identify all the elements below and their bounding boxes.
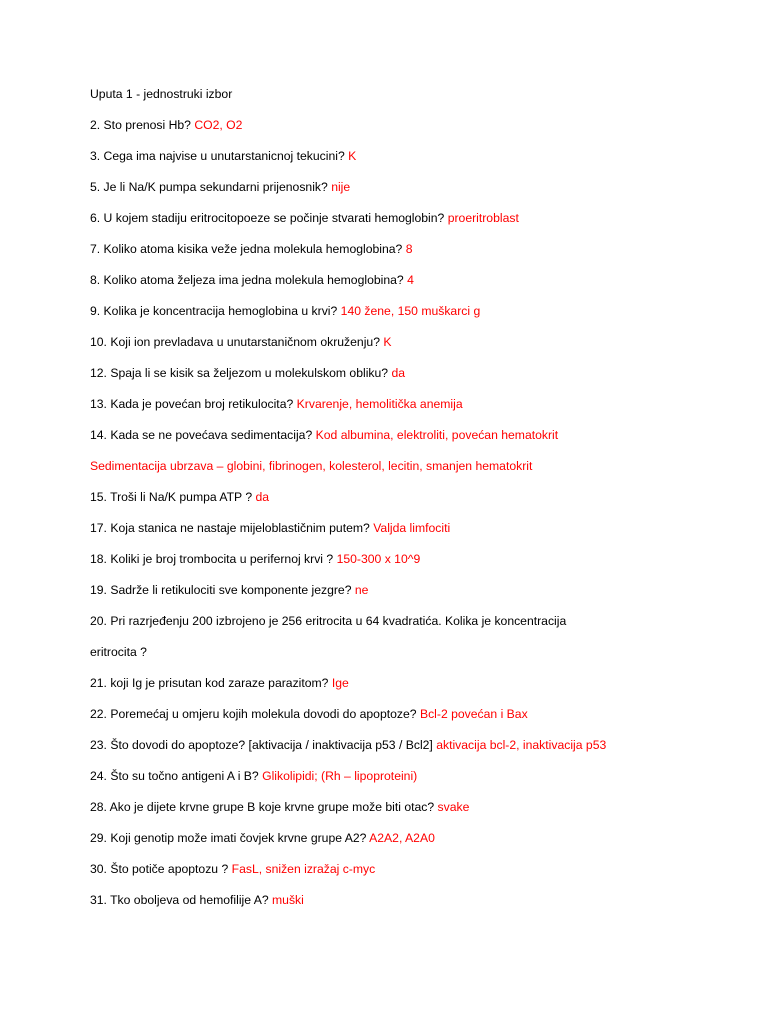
answer-text: FasL, snižen izražaj c-myc <box>231 862 376 876</box>
question-list <box>90 115 740 921</box>
question-line <box>90 642 740 673</box>
answer-text: Sedimentacija ubrzava – globini, fibrinogen, kolesterol, lecitin, smanjen hematokrit <box>90 459 533 473</box>
question-line <box>90 735 740 766</box>
question-line <box>90 704 740 735</box>
question-line <box>90 456 740 487</box>
question-text: eritrocita ? <box>90 645 147 659</box>
question-line <box>90 177 740 208</box>
answer-text: da <box>255 490 270 504</box>
answer-text: CO2, O2 <box>194 118 243 132</box>
question-text: 5. Je li Na/K pumpa sekundarni prijenosnik? <box>90 180 328 194</box>
answer-text: Krvarenje, hemolitička anemija <box>296 397 463 411</box>
answer-text: A2A2, A2A0 <box>369 831 435 845</box>
question-text: 28. Ako je dijete krvne grupe B koje krvne grupe može biti otac? <box>90 800 435 814</box>
question-text: 7. Koliko atoma kisika veže jedna molekula hemoglobina? <box>90 242 403 256</box>
question-line <box>90 549 740 580</box>
question-text: 2. Sto prenosi Hb? <box>90 118 191 132</box>
question-line <box>90 797 740 828</box>
question-text: 10. Koji ion prevladava u unutarstaničnom okruženju? <box>90 335 380 349</box>
question-line <box>90 270 740 301</box>
answer-text: K <box>348 149 357 163</box>
question-line <box>90 673 740 704</box>
answer-text: da <box>391 366 405 380</box>
question-text: 8. Koliko atoma željeza ima jedna molekula hemoglobina? <box>90 273 404 287</box>
question-text: 17. Koja stanica ne nastaje mijeloblastičnim putem? <box>90 521 370 535</box>
answer-text: proeritroblast <box>447 211 519 225</box>
question-line <box>90 332 740 363</box>
question-text: 12. Spaja li se kisik sa željezom u molekulskom obliku? <box>90 366 389 380</box>
answer-text: Kod albumina, elektroliti, povećan hematokrit <box>315 428 559 442</box>
question-text: 18. Koliki je broj trombocita u perifernoj krvi ? <box>90 552 334 566</box>
answer-text: K <box>383 335 392 349</box>
question-text: 30. Što potiče apoptozu ? <box>90 862 229 876</box>
answer-text: 8 <box>405 242 413 256</box>
question-line <box>90 828 740 859</box>
question-line <box>90 301 740 332</box>
document-page <box>90 84 740 921</box>
answer-text: muški <box>272 893 304 907</box>
question-line <box>90 890 740 921</box>
question-text: 14. Kada se ne povećava sedimentacija? <box>90 428 313 442</box>
answer-text: 150-300 x 10^9 <box>336 552 421 566</box>
answer-text: Glikolipidi; (Rh – lipoproteini) <box>262 769 418 783</box>
question-text: 20. Pri razrjeđenju 200 izbrojeno je 256 eritrocita u 64 kvadratića. Kolika je koncentracija <box>90 614 567 628</box>
answer-text: aktivacija bcl-2, inaktivacija p53 <box>436 738 607 752</box>
question-line <box>90 115 740 146</box>
document-heading: Uputa 1 - jednostruki izbor <box>90 87 233 101</box>
answer-text: ne <box>354 583 369 597</box>
question-text: 6. U kojem stadiju eritrocitopoeze se počinje stvarati hemoglobin? <box>90 211 445 225</box>
answer-text: svake <box>437 800 470 814</box>
question-line <box>90 487 740 518</box>
question-line <box>90 208 740 239</box>
question-text: 23. Što dovodi do apoptoze? [aktivacija / inaktivacija p53 / Bcl2] <box>90 738 433 752</box>
question-text: 19. Sadrže li retikulociti sve komponente jezgre? <box>90 583 352 597</box>
question-text: 31. Tko oboljeva od hemofilije A? <box>90 893 269 907</box>
question-text: 29. Koji genotip može imati čovjek krvne grupe A2? <box>90 831 367 845</box>
question-line <box>90 146 740 177</box>
question-line <box>90 425 740 456</box>
question-line <box>90 611 740 642</box>
answer-text: nije <box>331 180 351 194</box>
question-text: 22. Poremećaj u omjeru kojih molekula dovodi do apoptoze? <box>90 707 417 721</box>
answer-text: Ige <box>331 676 349 690</box>
answer-text: 140 žene, 150 muškarci g <box>340 304 481 318</box>
answer-text: 4 <box>407 273 414 287</box>
question-line <box>90 859 740 890</box>
question-line <box>90 363 740 394</box>
question-text: 3. Cega ima najvise u unutarstanicnoj tekucini? <box>90 149 345 163</box>
question-text: 15. Troši li Na/K pumpa ATP ? <box>90 490 253 504</box>
answer-text: Bcl-2 povećan i Bax <box>419 707 528 721</box>
question-line <box>90 239 740 270</box>
question-text: 21. koji Ig je prisutan kod zaraze parazitom? <box>90 676 329 690</box>
question-text: 13. Kada je povećan broj retikulocita? <box>90 397 294 411</box>
question-text: 24. Što su točno antigeni A i B? <box>90 769 259 783</box>
question-line <box>90 394 740 425</box>
question-text: 9. Kolika je koncentracija hemoglobina u krvi? <box>90 304 338 318</box>
question-line <box>90 766 740 797</box>
question-line <box>90 518 740 549</box>
question-line <box>90 580 740 611</box>
answer-text: Valjda limfociti <box>373 521 451 535</box>
